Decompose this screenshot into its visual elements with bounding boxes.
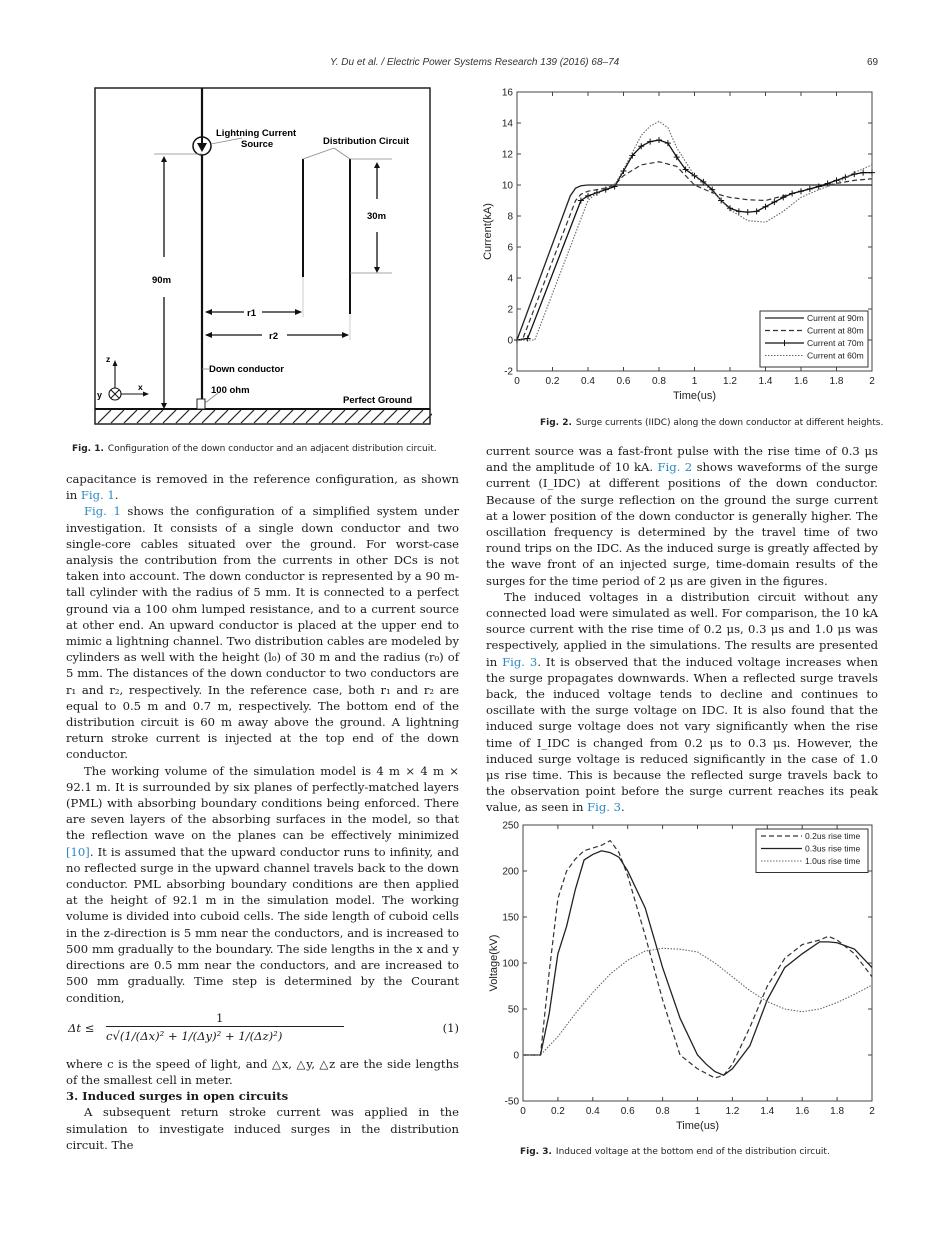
equation-1 <box>66 1008 459 1052</box>
y-tick-label: 4 <box>507 273 513 285</box>
ground-hatch <box>98 410 432 423</box>
y-tick-label: 12 <box>501 149 513 161</box>
fig1-caption <box>72 444 437 454</box>
x-tick-label: 1.8 <box>829 376 844 387</box>
figure-3-chart <box>480 815 880 1135</box>
x-tick-label: 1.6 <box>794 376 808 387</box>
y-tick-label: 16 <box>501 87 513 99</box>
legend-label: 1.0us rise time <box>805 856 861 866</box>
paragraph: The induced voltages in a distribution circuit without any connected load were simulated as well. For comparison, the 10 kA source current with the rise time of 0.2 μs, 0.3 μs and 1.0 μs was respectively, applied in the simulations. The results are presented in Fig. 3. It is observed that the induced voltage increases when the surge propagates downwards. When a reflected surge travels back, the induced voltage tends to decline and continues to oscillate with the surge voltage on IDC. It is also found that the induced surge voltage does not vary significantly when the rise time of I_IDC is changed from 0.2 μs to 0.3 μs. However, the induced surge voltage is reduced significantly in the case of 1.0 μs rise time. This is because the reflected surge travels back to the observation point before the surge current reaches its peak value, as seen in Fig. 3. <box>486 589 879 815</box>
fig2-caption-text: Surge currents (IIDC) along the down conductor at different heights. <box>575 418 884 428</box>
fig1-caption-label: Fig. 1. <box>72 444 104 454</box>
figure-2-chart <box>480 82 880 402</box>
x-tick-label: 0 <box>514 376 520 387</box>
axis-z-label: z <box>106 354 111 364</box>
arrow-left-icon <box>205 309 212 315</box>
label-90m: 90m <box>152 275 172 286</box>
x-tick-label: 0.4 <box>581 376 595 387</box>
equation-number: (1) <box>442 1020 459 1035</box>
arrow-right-icon <box>295 309 302 315</box>
y-tick-label: 2 <box>507 304 513 316</box>
y-tick-label: 14 <box>501 118 513 130</box>
arrow-right-icon <box>342 332 349 338</box>
label-perfect-ground: Perfect Ground <box>343 395 413 406</box>
x-tick-label: 1.8 <box>830 1106 845 1117</box>
label-r2: r2 <box>269 331 278 342</box>
label-30m: 30m <box>367 211 387 222</box>
x-axis-label: Time(us) <box>676 1120 719 1132</box>
arrow-left-icon <box>205 332 212 338</box>
equation-denominator: c√(1/(Δx)² + 1/(Δy)² + 1/(Δz)²) <box>106 1028 283 1043</box>
x-tick-label: 1 <box>694 1106 701 1117</box>
page-number: 69 <box>867 57 879 68</box>
right-column <box>486 443 878 816</box>
paragraph: where c is the speed of light, and △x, △y, △z are the side lengths of the smallest cell in meter. <box>66 1056 459 1087</box>
paragraph: A subsequent return stroke current was applied in the simulation to investigate induced surges in the distribution circuit. The <box>66 1105 459 1152</box>
section-heading: 3. Induced surges in open circuits <box>66 1089 289 1104</box>
legend-label: 0.3us rise time <box>805 843 861 854</box>
y-tick-label: 250 <box>502 820 519 832</box>
x-tick-label: 1.2 <box>723 376 737 387</box>
left-column <box>66 471 459 1153</box>
label-distribution-circuit: Distribution Circuit <box>323 136 410 147</box>
paragraph: capacitance is removed in the reference configuration, as shown in Fig. 1. <box>66 472 459 503</box>
y-tick-label: -50 <box>504 1096 519 1108</box>
fig2-caption-label: Fig. 2. <box>540 418 572 428</box>
x-tick-label: 0.8 <box>652 376 666 387</box>
x-axis-label: Time(us) <box>673 390 716 402</box>
equation-numerator: 1 <box>216 1010 224 1025</box>
y-tick-label: 0 <box>513 1050 519 1062</box>
arrow-up-icon <box>374 162 380 168</box>
equation-lhs: Δt ≤ <box>68 1020 95 1035</box>
label-down-conductor: Down conductor <box>209 364 284 375</box>
arrow-down-icon <box>374 267 380 273</box>
legend-label: Current at 90m <box>807 313 864 323</box>
x-tick-label: 0.2 <box>550 1106 565 1117</box>
paragraph: current source was a fast-front pulse with the rise time of 0.3 μs and the amplitude of 10 kA. Fig. 2 shows waveforms of the surge current (I_IDC) at different positions of the down conductor. Because of the surge reflection on the ground the surge current at a lower position of the down conductor is generally higher. The oscillation frequency is determined by the travel time of two round trips on the IDC. As the induced surge is greatly affected by the wave front of an injected surge, time-domain results of the surges for the time period of 2 μs are given in the figures. <box>486 444 878 588</box>
y-tick-label: 150 <box>502 912 519 924</box>
legend-label: 0.2us rise time <box>805 831 861 841</box>
resistor-100-ohm <box>197 399 205 409</box>
fig2-caption <box>540 418 883 428</box>
y-tick-label: -2 <box>504 366 513 378</box>
x-tick-label: 1.6 <box>795 1106 810 1117</box>
fig3-caption-text: Induced voltage at the bottom end of the distribution circuit. <box>555 1147 830 1157</box>
y-tick-label: 6 <box>507 242 513 254</box>
legend-label: Current at 80m <box>807 325 864 336</box>
x-tick-label: 0.4 <box>585 1106 600 1117</box>
y-tick-label: 100 <box>502 958 519 970</box>
x-tick-label: 0.2 <box>545 376 560 387</box>
label-100-ohm: 100 ohm <box>211 385 250 396</box>
axis-y-label: y <box>97 390 103 400</box>
figure-1-diagram <box>94 87 432 427</box>
paragraph: Fig. 1 shows the configuration of a simplified system under investigation. It consists of a single down conductor and two single-core cables situated over the ground. For worst-case analysis the contribution from the currents in other DCs is not taken into account. The down conductor is represented by a 90 m-tall cylinder with the radius of 5 mm. It is connected to a perfect ground via a 100 ohm lumped resistance, and to a current source at other end. An upward conductor is placed at the upper end to mimic a lightning channel. Two distribution cables are modeled by cylinders as well with the height (l₀) of 30 m and the radius (r₀) of 5 mm. The distances of the down conductor to two conductors are r₁ and r₂, respectively. In the reference case, both r₁ and r₂ are equal to 0.5 m and 0.7 m, respectively. The bottom end of the distribution circuit is 60 m away above the ground. A lightning return stroke current is injected at the top end of the down conductor. <box>66 504 460 762</box>
fig3-caption-label: Fig. 3. <box>520 1147 552 1157</box>
x-tick-label: 1 <box>691 376 698 387</box>
y-axis-label: Voltage(kV) <box>488 934 500 992</box>
axis-x-label: x <box>138 382 143 392</box>
x-tick-label: 2 <box>869 376 875 387</box>
legend-label: Current at 70m <box>807 338 864 348</box>
x-tick-label: 0 <box>520 1106 526 1117</box>
y-tick-label: 8 <box>507 211 513 223</box>
x-tick-label: 0.6 <box>616 376 631 387</box>
paragraph: The working volume of the simulation model is 4 m × 4 m × 92.1 m. It is surrounded by six planes of perfectly-matched layers (PML) with absorbing boundary conditions being enforced. There are seven layers of the absorbing surfaces in the model, so that the reflection wave on the planes can be effectively minimized [10]. It is assumed that the upward conductor runs to infinity, and no reflected surge in the upward channel travels back to the down conductor. PML absorbing boundary conditions are then applied at the height of 92.1 m in the simulation model. The working volume is divided into cuboid cells. The side length of cuboid cells in the z-direction is 5 mm near the conductors, and is increased to 500 mm gradually to the boundary. The side lengths in the x and y directions are 0.5 mm near the conductors, and are increased to 500 mm gradually. Time step is determined by the Courant condition, <box>66 763 459 1005</box>
fig1-caption-text: Configuration of the down conductor and an adjacent distribution circuit. <box>107 444 437 454</box>
x-tick-label: 0.8 <box>655 1106 670 1117</box>
fig3-caption <box>520 1147 830 1157</box>
fig2-link[interactable]: Fig. 2 <box>657 460 693 475</box>
y-tick-label: 0 <box>507 335 513 347</box>
y-tick-label: 10 <box>501 180 513 192</box>
x-tick-label: 1.4 <box>758 376 773 387</box>
y-tick-label: 50 <box>507 1004 519 1016</box>
label-r1: r1 <box>247 308 256 319</box>
legend-label: Current at 60m <box>807 350 864 361</box>
fig1-link[interactable]: Fig. 1 <box>84 504 121 519</box>
label-source-2: Source <box>241 139 274 150</box>
header-citation: Y. Du et al. / Electric Power Systems Research 139 (2016) 68–74 <box>330 57 620 68</box>
fig3-link[interactable]: Fig. 3 <box>502 654 538 669</box>
y-tick-label: 200 <box>502 866 519 878</box>
y-axis-label: Current(kA) <box>482 203 494 260</box>
x-tick-label: 0.6 <box>620 1106 635 1117</box>
x-tick-label: 1.2 <box>725 1106 740 1117</box>
arrow-up-icon <box>161 156 167 162</box>
x-tick-label: 1.4 <box>760 1106 775 1117</box>
coordinate-axes-icon <box>97 354 149 400</box>
x-tick-label: 2 <box>869 1106 875 1117</box>
reference-link[interactable]: [10] <box>66 844 90 859</box>
fig3-link[interactable]: Fig. 3 <box>587 800 622 815</box>
fig1-link[interactable]: Fig. 1 <box>80 488 115 503</box>
label-source-1: Lightning Current <box>216 128 297 139</box>
